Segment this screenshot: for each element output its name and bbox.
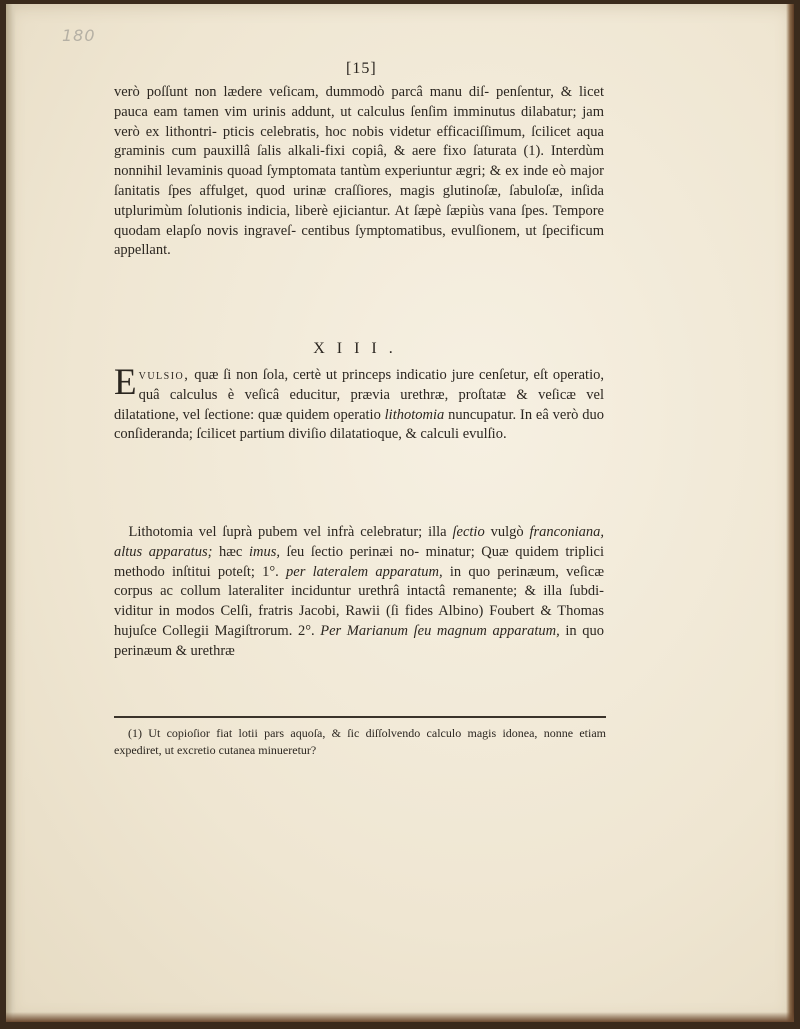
paragraph-3-italic: Per Marianum ſeu magnum apparatum, <box>320 622 560 639</box>
paragraph-2-italic: lithotomia <box>384 406 445 423</box>
paragraph-3-part: in quo perinæum & urethræ <box>114 622 604 659</box>
page-edge-left <box>6 4 16 1022</box>
paragraph-1-text: verò poſſunt non lædere veſicam, dummodò parcâ manu diſ- penſentur, & licet pauca eam tamen vim urinis addunt, ut calculus ſenſim imminutus dilabatur; jam verò ex lithontri- pticis celebratis, hoc nobis videtur efficaciſſimum, ſcilicet aqua graminis cum pauxillâ ſalis alkali-fixi copiâ, & aere fixo ſaturata (1). Interdùm nonnihil levaminis quoad ſymptomata tantùm experiuntur ægri; & ex inde eò major ſanitatis ſpes affulget, quod urinæ craſſiores, magis glutinoſæ, ſabuloſæ, inſida utplurimùm ſolutionis indicia, liberè ejiciantur. At ſæpè ſæpiùs vana ſpes. Tempore quodam elapſo novis ingraveſ- centibus ſymptomatibus, evulſionem, ut ſpecificum appellant. <box>114 84 604 259</box>
paragraph-3-part: vulgò <box>484 524 530 540</box>
paragraph-2-text <box>114 362 604 445</box>
paragraph-3 <box>114 523 604 662</box>
paragraph-3-part: ſeu ſectio perinæi no- minatur; Quæ quidem triplici methodo inſtitui poteſt; 1°. <box>114 543 604 580</box>
footnote-text: (1) Ut copioſior fiat lotii pars aquoſa, & ſic diſſolvendo calculo magis idonea, nonne etiam expediret, ut excretio cutanea minueretur? <box>114 726 606 757</box>
paragraph-3-part: hæc <box>212 543 249 560</box>
drop-cap: E <box>114 362 137 403</box>
paragraph-3-italic: ſectio <box>452 524 485 540</box>
page-edge-bottom <box>6 1012 794 1022</box>
footnote-rule <box>114 716 606 718</box>
paragraph-1 <box>114 83 604 261</box>
paragraph-3-part: Lithotomia vel ſuprà pubem vel infrà celebratur; illa <box>128 524 453 540</box>
paragraph-3-part: in quo perinæum, veſicæ corpus ac collum lateraliter inciduntur urethrâ intactâ remanente; & illa ſubdi- viditur in modos Celſi, fratris Jacobi, Rawii (ſi fides Albino) Foubert & Thomas hujuſce Collegii Magiſtrorum. 2°. <box>114 563 604 639</box>
paragraph-2-rest: quæ ſi non ſola, certè ut princeps indicatio jure cenſetur, eſt operatio, quâ calculus è veſicâ educitur, prævia urethræ, proſtatæ & veſicæ vel dilatatione, vel ſectione: quæ quidem operatio <box>114 367 604 423</box>
book-page <box>6 4 794 1022</box>
paragraph-3-text <box>114 523 604 662</box>
paragraph-2-smallcaps: vulsio, <box>138 367 190 383</box>
paragraph-3-italic: franconiana, altus apparatus; <box>114 524 604 560</box>
paragraph-3-italic: imus, <box>248 543 280 560</box>
pencil-page-mark: 180 <box>62 26 96 45</box>
paragraph-2-end: nuncupatur. In eâ verò duo conſideranda; ſcilicet partium diviſio dilatatioque, & calculi evulſio. <box>114 406 604 443</box>
paragraph-3-italic: per lateralem apparatum, <box>286 563 443 580</box>
footnote <box>114 725 606 759</box>
paragraph-2 <box>114 362 604 445</box>
page-number: [15] <box>346 60 377 77</box>
section-heading: XIII. <box>313 340 405 357</box>
page-edge-right <box>786 4 794 1022</box>
